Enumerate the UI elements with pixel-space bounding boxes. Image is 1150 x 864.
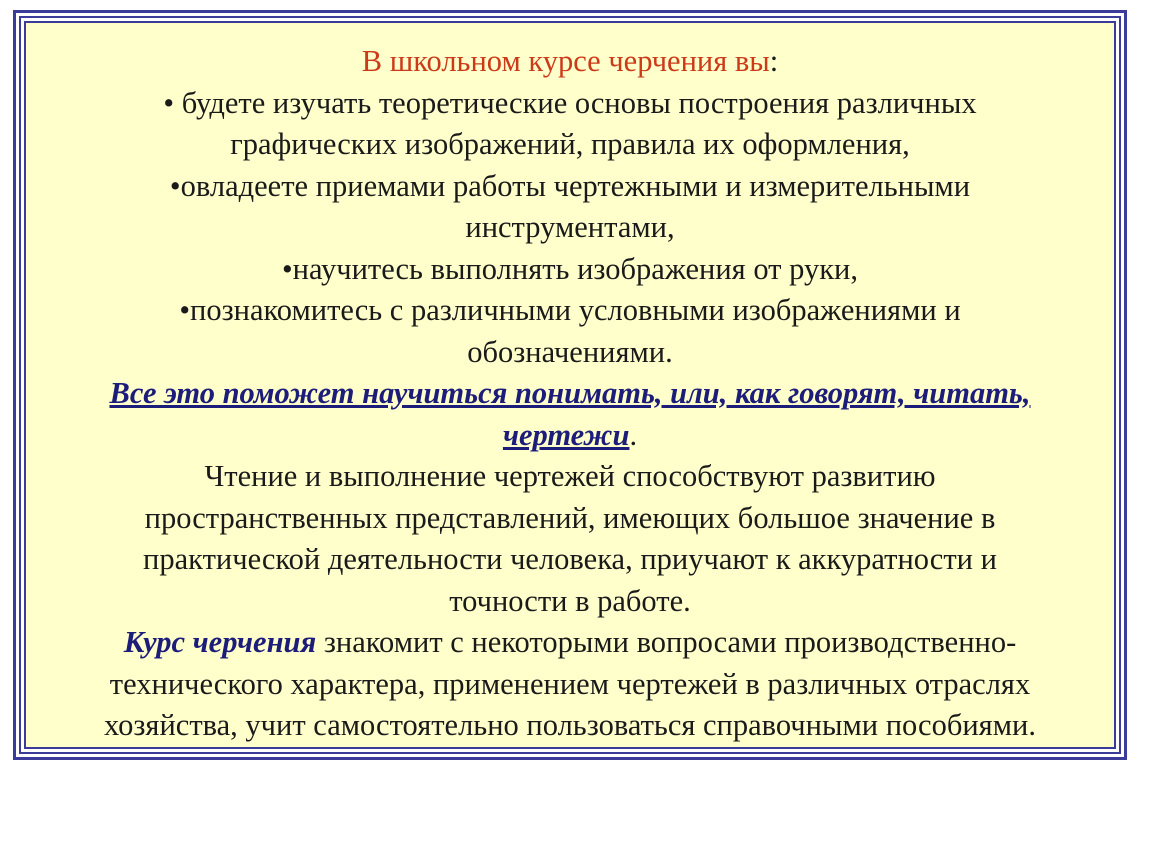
paragraph-line-3: практической деятельности человека, приучают к аккуратности и	[143, 542, 997, 576]
emphasis-period: .	[629, 417, 638, 452]
bullet-4-line-2: обозначениями.	[467, 334, 673, 369]
bullet-2-line-2: инструментами,	[465, 210, 675, 244]
slide-frame	[13, 10, 1127, 760]
bullet-1-line-2: графических изображений, правила их оформления,	[230, 127, 910, 161]
title-text: В школьном курсе черчения вы	[361, 44, 770, 78]
slide-frame-inner	[19, 16, 1121, 754]
course-line-2: технического характера, применением чертежей в различных отраслях	[109, 666, 1031, 701]
emphasis-line-2	[40, 415, 1100, 457]
course-line-1	[40, 622, 1100, 664]
bullet-2-line-1: •овладеете приемами работы чертежными и измерительными	[169, 168, 971, 203]
course-line-3: хозяйства, учит самостоятельно пользоваться справочными пособиями.	[104, 708, 1036, 742]
paragraph-line-2: пространственных представлений, имеющих большое значение в	[144, 500, 996, 535]
course-lead: Курс черчения	[123, 625, 317, 659]
bullet-4-line-1: •познакомитесь с различными условными изображениями и	[179, 293, 961, 327]
paragraph-line-1: Чтение и выполнение чертежей способствуют развитию	[204, 459, 936, 493]
paragraph-line-4: точности в работе.	[449, 583, 691, 618]
slide-title	[40, 41, 1100, 83]
bullet-1-line-1: • будете изучать теоретические основы построения различных	[163, 85, 977, 120]
title-colon: :	[769, 44, 779, 78]
slide-panel	[24, 21, 1116, 749]
course-rest: знакомит с некоторыми вопросами производственно-	[316, 625, 1017, 659]
emphasis-word: чертежи	[502, 417, 630, 452]
emphasis-line-1: Все это поможет научиться понимать, или, как говорят, читать,	[109, 376, 1031, 410]
bullet-3-line-1: •научитесь выполнять изображения от руки,	[281, 251, 858, 286]
